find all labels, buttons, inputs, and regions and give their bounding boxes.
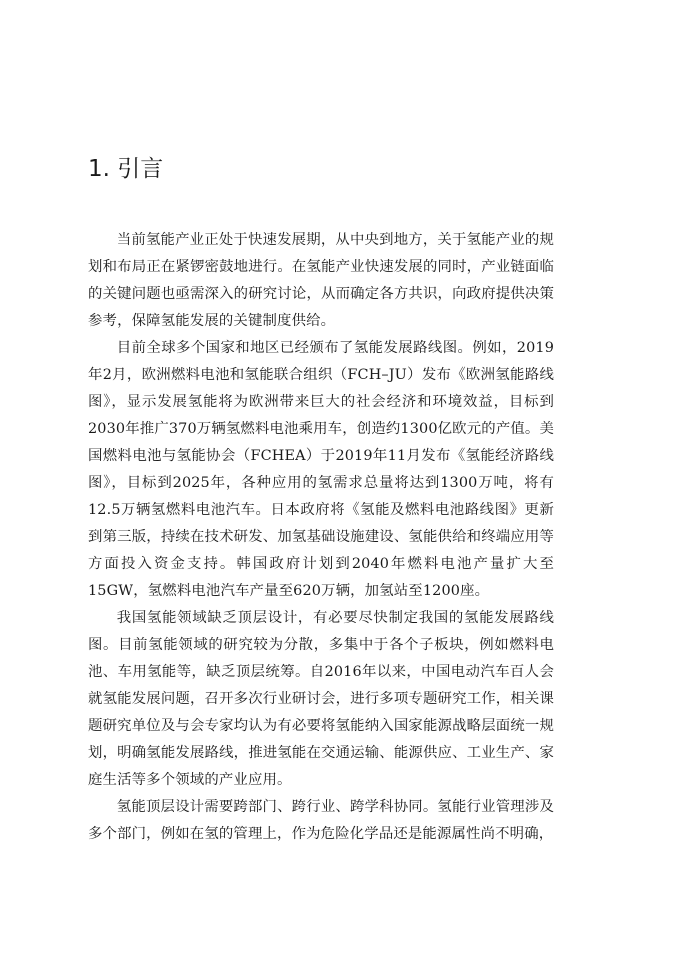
paragraph-global-roadmaps: 目前全球多个国家和地区已经颁布了氢能发展路线图。例如，2019年2月，欧洲燃料电池和氢能联合组织（FCH–JU）发布《欧洲氢能路线图》，显示发展氢能将为欧洲带来巨大的社会经济和环境效益，目标到2030年推广370万辆氢燃料电池乘用车，创造约1300亿欧元的产值。美国燃料电池与氢能协会（FCHEA）于2019年11月发布《氢能经济路线图》，目标到2025年，各种应用的氢需求总量将达到1300万吨，将有12.5万辆氢燃料电池汽车。日本政府将《氢能及燃料电池路线图》更新到第三版，持续在技术研发、加氢基础设施建设、氢能供给和终端应用等方面投入资金支持。韩国政府计划到2040年燃料电池产量扩大至15GW，氢燃料电池汽车产量至620万辆，加氢站至1200座。 [88,340,554,599]
section-number: 1. [88,156,110,182]
body-text [88,227,554,848]
section-heading [88,153,163,185]
paragraph-intro: 当前氢能产业正处于快速发展期，从中央到地方，关于氢能产业的规划和布局正在紧锣密鼓地进行。在氢能产业快速发展的同时，产业链面临的关键问题也亟需深入的研究讨论，从而确定各方共识，向政府提供决策参考，保障氢能发展的关键制度供给。 [88,232,554,329]
paragraph-cross-department: 氢能顶层设计需要跨部门、跨行业、跨学科协同。氢能行业管理涉及多个部门，例如在氢的管理上，作为危险化学品还是能源属性尚不明确， [88,799,554,842]
paragraph-china-top-level-design: 我国氢能领域缺乏顶层设计，有必要尽快制定我国的氢能发展路线图。目前氢能领域的研究较为分散，多集中于各个子板块，例如燃料电池、车用氢能等，缺乏顶层统筹。自2016年以来，中国电动汽车百人会就氢能发展问题，召开多次行业研讨会，进行多项专题研究工作，相关课题研究单位及与会专家均认为有必要将氢能纳入国家能源战略层面统一规划，明确氢能发展路线，推进氢能在交通运输、能源供应、工业生产、家庭生活等多个领域的产业应用。 [88,610,554,788]
section-title: 引言 [117,156,164,182]
